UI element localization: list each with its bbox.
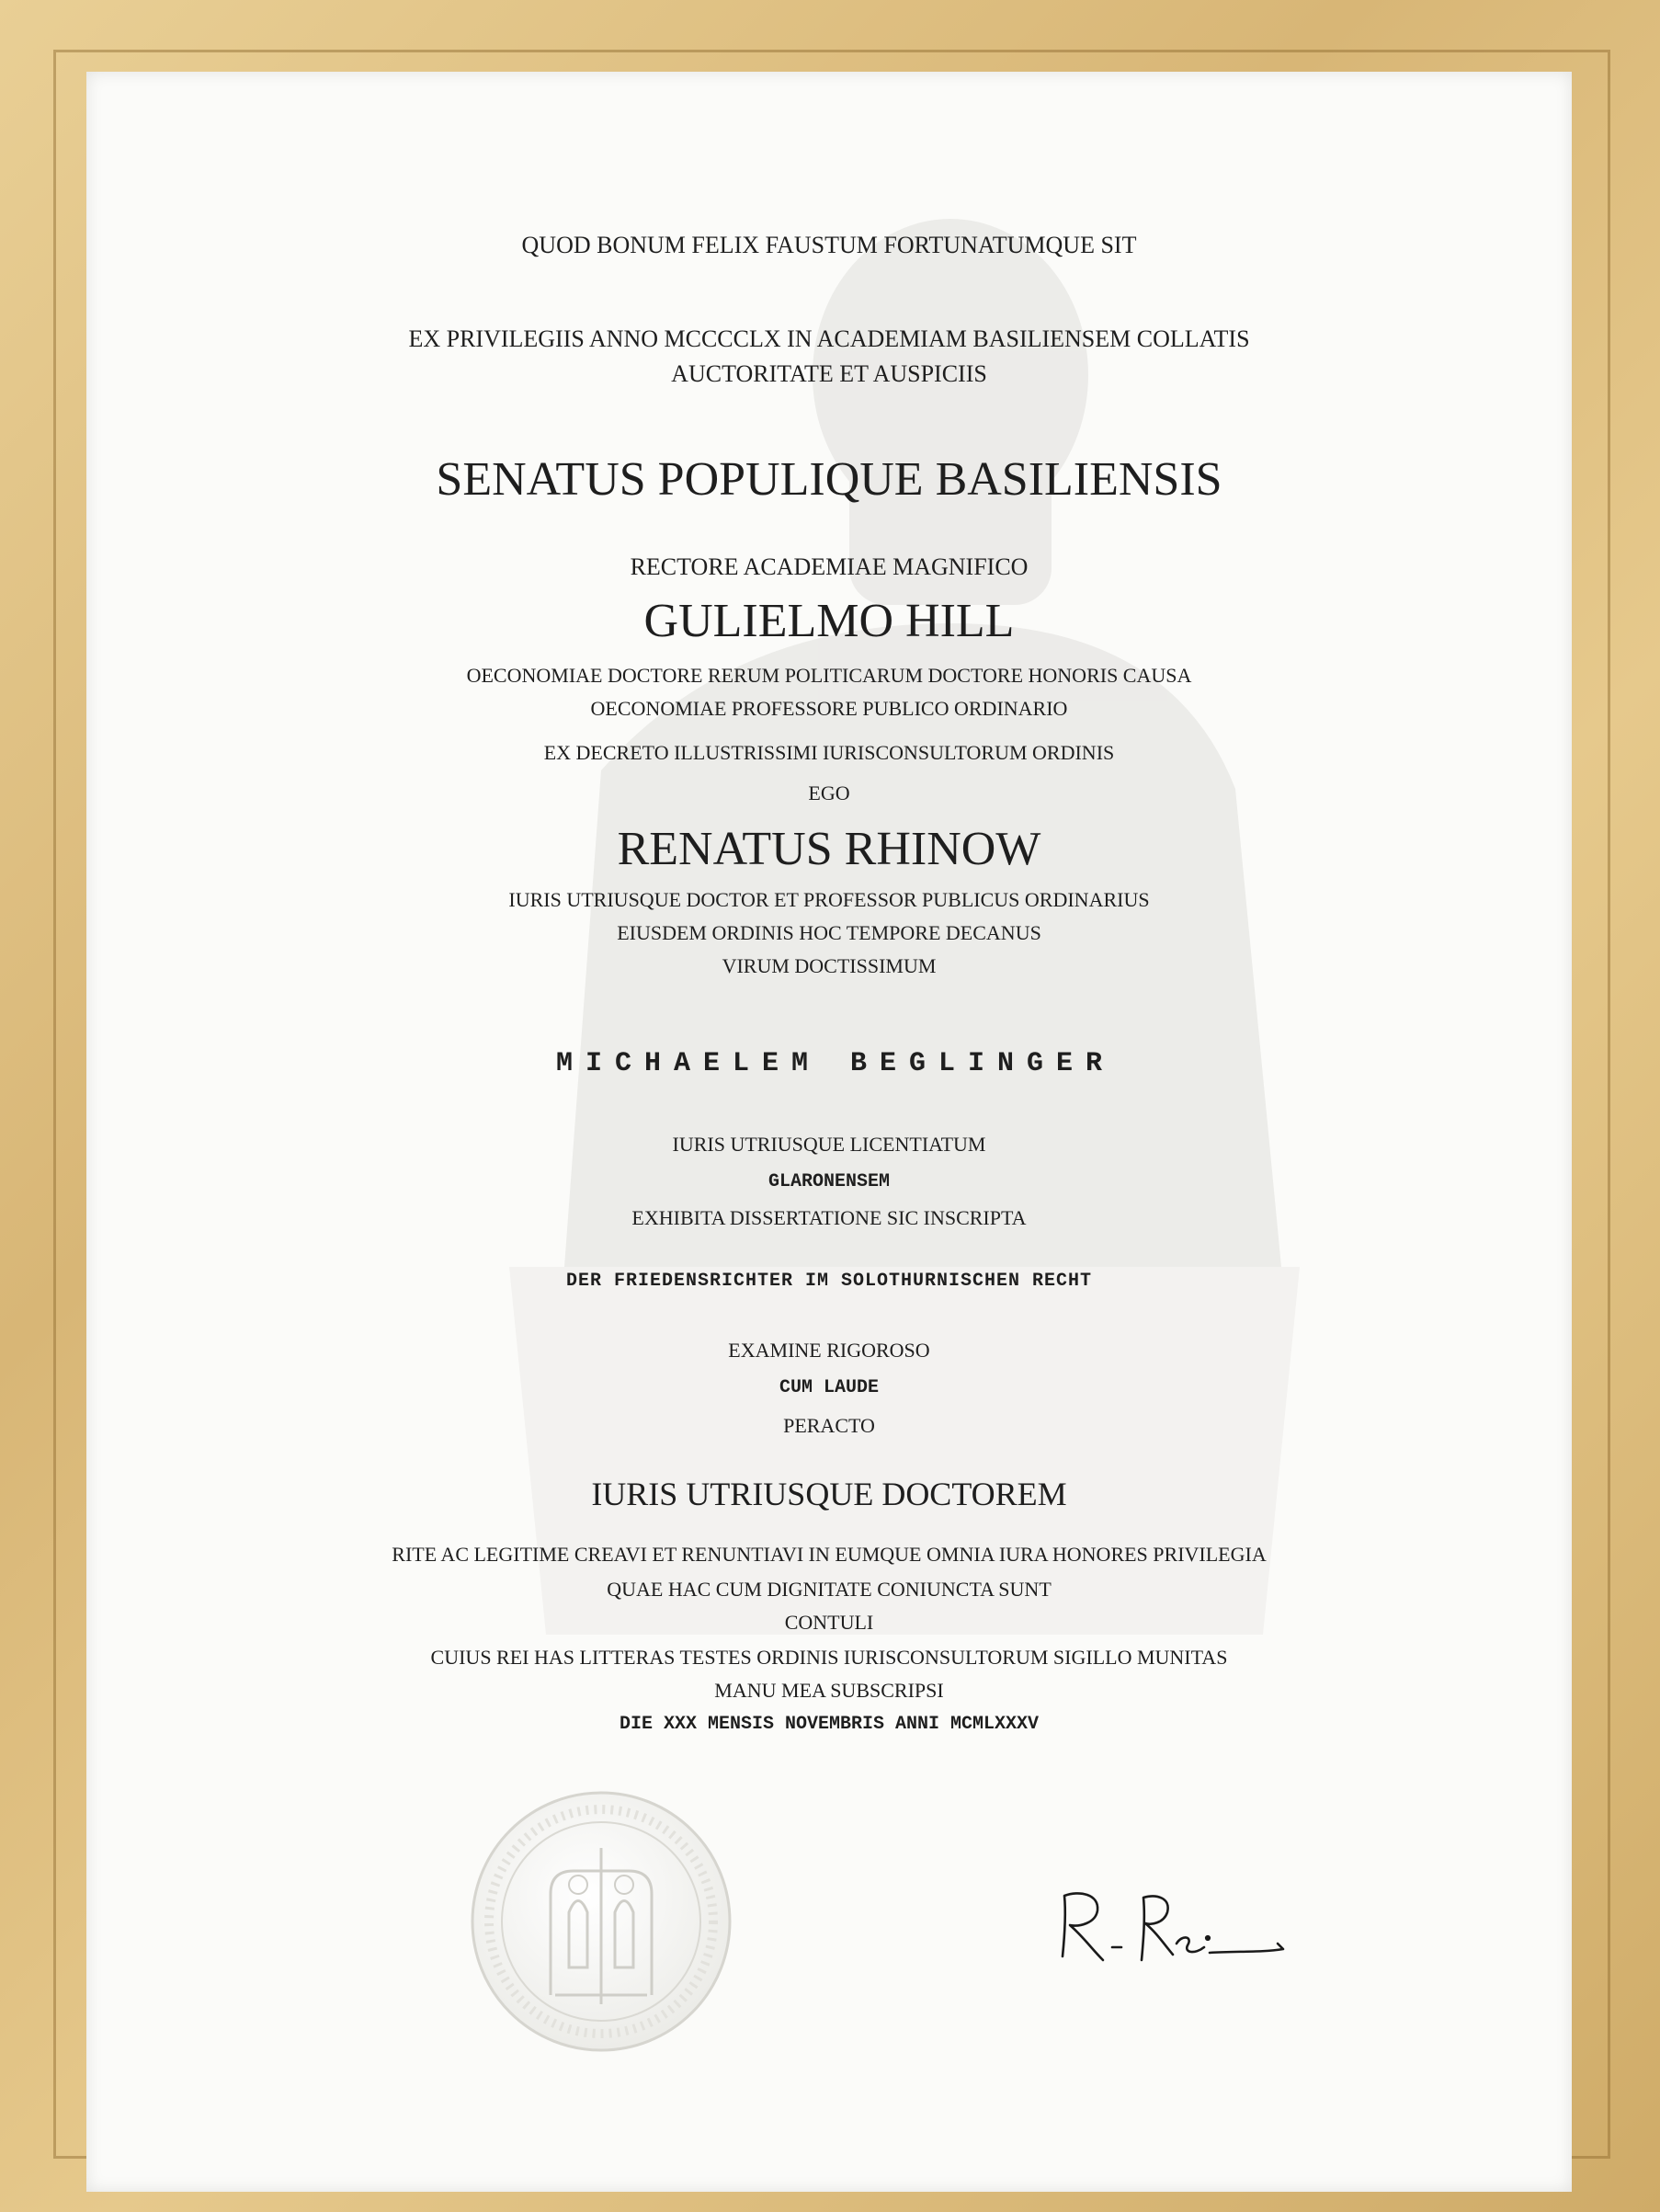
dissertation-intro: EXHIBITA DISSERTATIONE SIC INSCRIPTA <box>631 1206 1027 1229</box>
diploma-paper <box>86 72 1572 2192</box>
embossed-seal <box>463 1784 739 2059</box>
closing-line-5: MANU MEA SUBSCRIPSI <box>714 1679 944 1702</box>
licentiate-line: IURIS UTRIUSQUE LICENTIATUM <box>672 1133 986 1156</box>
degree-heading: IURIS UTRIUSQUE DOCTOREM <box>591 1476 1067 1512</box>
closing-line-3: CONTULI <box>784 1611 874 1634</box>
peracto-line: PERACTO <box>783 1414 875 1437</box>
heading-invocation: QUOD BONUM FELIX FAUSTUM FORTUNATUMQUE SIT <box>521 232 1137 258</box>
auspices-line: AUCTORITATE ET AUSPICIIS <box>671 360 987 387</box>
rector-title-1: OECONOMIAE DOCTORE RERUM POLITICARUM DOCTORE HONORIS CAUSA <box>466 664 1192 687</box>
closing-line-2: QUAE HAC CUM DIGNITATE CONIUNCTA SUNT <box>607 1578 1052 1601</box>
decree-line: EX DECRETO ILLUSTRISSIMI IURISCONSULTORUM ORDINIS <box>543 741 1115 764</box>
dean-title-1: IURIS UTRIUSQUE DOCTOR ET PROFESSOR PUBLICUS ORDINARIUS <box>508 888 1150 911</box>
exam-line: EXAMINE RIGOROSO <box>728 1339 930 1362</box>
ego-line: EGO <box>808 781 850 804</box>
dean-name: RENATUS RHINOW <box>617 823 1041 875</box>
privilege-line: EX PRIVILEGIIS ANNO MCCCCLX IN ACADEMIAM BASILIENSEM COLLATIS <box>408 325 1250 352</box>
glass-reflection <box>86 72 1572 2192</box>
rector-title-2: OECONOMIAE PROFESSORE PUBLICO ORDINARIO <box>590 697 1068 720</box>
date-line: DIE XXX MENSIS NOVEMBRIS ANNI MCMLXXXV <box>619 1714 1040 1735</box>
closing-line-1: RITE AC LEGITIME CREAVI ET RENUNTIAVI IN EUMQUE OMNIA IURA HONORES PRIVILEGIA <box>392 1543 1267 1566</box>
dean-title-2: EIUSDEM ORDINIS HOC TEMPORE DECANUS <box>617 921 1041 944</box>
recipient-name: MICHAELEM BEGLINGER <box>555 1048 1116 1079</box>
senatus-heading: SENATUS POPULIQUE BASILIENSIS <box>436 453 1222 506</box>
dissertation-title: DER FRIEDENSRICHTER IM SOLOTHURNISCHEN RECHT <box>565 1271 1093 1292</box>
virum-line: VIRUM DOCTISSIMUM <box>722 954 937 977</box>
grade-line: CUM LAUDE <box>779 1377 880 1398</box>
rector-intro: RECTORE ACADEMIAE MAGNIFICO <box>630 553 1029 580</box>
signature <box>1042 1883 1300 1975</box>
closing-line-4: CUIUS REI HAS LITTERAS TESTES ORDINIS IURISCONSULTORUM SIGILLO MUNITAS <box>430 1646 1228 1669</box>
rector-name: GULIELMO HILL <box>643 595 1015 647</box>
origin-line: GLARONENSEM <box>767 1171 891 1192</box>
